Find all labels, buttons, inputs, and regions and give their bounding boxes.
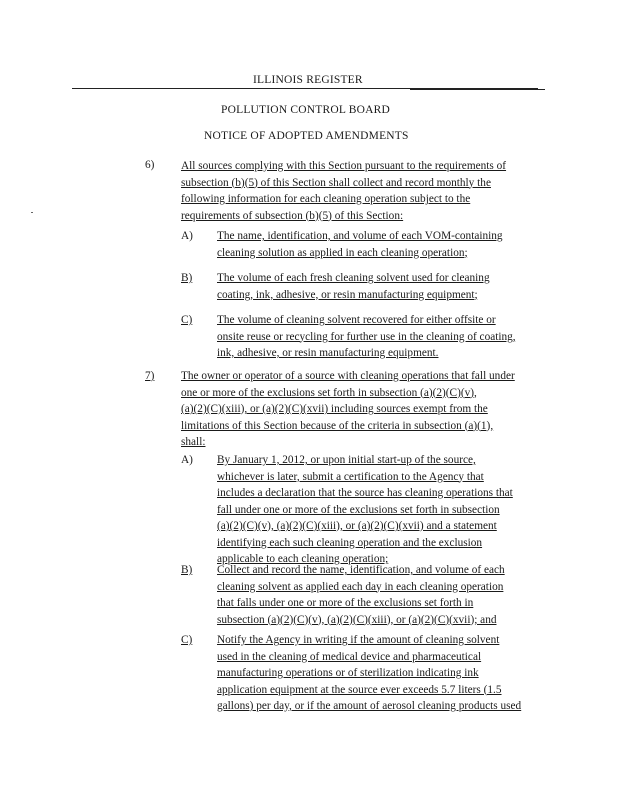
margin-mark bbox=[31, 212, 33, 213]
text-line: Notify the Agency in writing if the amount of cleaning solvent bbox=[217, 634, 500, 646]
text-line: fall under one or more of the exclusions set forth in subsection bbox=[217, 503, 500, 516]
text-line: (a)(2)(C)(v), (a)(2)(C)(xiii), or (a)(2)(C)(xvii) and a statement bbox=[217, 520, 497, 532]
text-line: subsection (b)(5) of this Section shall collect and record monthly the bbox=[181, 176, 491, 189]
item-6-label: 6) bbox=[145, 159, 155, 171]
text-line: cleaning solution as applied in each cleaning operation; bbox=[217, 246, 468, 259]
text-line: (a)(2)(C)(xiii), or (a)(2)(C)(xvii) including sources exempt from the bbox=[181, 403, 488, 415]
text-line: By January 1, 2012, or upon initial start-up of the source, bbox=[217, 454, 476, 466]
text-line: manufacturing operations or of sterilization indicating ink bbox=[217, 667, 479, 679]
text-line: The name, identification, and volume of each VOM-containing bbox=[217, 230, 503, 242]
text-line: shall: bbox=[181, 436, 206, 448]
item-7c-text bbox=[217, 632, 521, 715]
text-line: The volume of each fresh cleaning solvent used for cleaning bbox=[217, 272, 490, 284]
item-6b-label: B) bbox=[181, 272, 193, 284]
text-line: one or more of the exclusions set forth in subsection (a)(2)(C)(v), bbox=[181, 386, 477, 399]
text-line: whichever is later, submit a certification to the Agency that bbox=[217, 470, 484, 483]
item-6c-label: C) bbox=[181, 314, 193, 326]
text-line: All sources complying with this Section pursuant to the requirements of bbox=[181, 160, 507, 172]
board-title: POLLUTION CONTROL BOARD bbox=[221, 104, 391, 116]
text-line: Collect and record the name, identification, and volume of each bbox=[217, 564, 505, 576]
item-7b-text bbox=[217, 562, 505, 628]
text-line: ink, adhesive, or resin manufacturing equipment. bbox=[217, 347, 439, 359]
item-7b-label: B) bbox=[181, 564, 193, 576]
text-line: that falls under one or more of the exclusions set forth in bbox=[217, 597, 474, 609]
item-7-text bbox=[181, 368, 515, 451]
register-title: ILLINOIS REGISTER bbox=[253, 74, 363, 86]
text-line: The volume of cleaning solvent recovered for either offsite or bbox=[217, 314, 496, 326]
item-6c-text bbox=[217, 312, 516, 362]
item-6a-label: A) bbox=[181, 230, 193, 242]
text-line: used in the cleaning of medical device and pharmaceutical bbox=[217, 650, 482, 663]
text-line: applicable to each cleaning operation; bbox=[217, 553, 389, 565]
text-line: The owner or operator of a source with cleaning operations that fall under bbox=[181, 370, 515, 382]
item-7-label: 7) bbox=[145, 370, 155, 382]
text-line: limitations of this Section because of the criteria in subsection (a)(1), bbox=[181, 419, 494, 432]
item-6a-text bbox=[217, 228, 503, 261]
text-line: requirements of subsection (b)(5) of this Section: bbox=[181, 209, 404, 222]
item-7c-label: C) bbox=[181, 634, 193, 646]
header-rule-right bbox=[410, 89, 545, 90]
item-6-text bbox=[181, 158, 506, 224]
item-7a-label: A) bbox=[181, 454, 193, 466]
text-line: gallons) per day, or if the amount of aerosol cleaning products used bbox=[217, 700, 522, 712]
notice-title: NOTICE OF ADOPTED AMENDMENTS bbox=[204, 130, 409, 142]
text-line: application equipment at the source ever exceeds 5.7 liters (1.5 bbox=[217, 683, 502, 696]
text-line: includes a declaration that the source has cleaning operations that bbox=[217, 487, 513, 499]
text-line: following information for each cleaning operation subject to the bbox=[181, 193, 471, 205]
text-line: onsite reuse or recycling for further use in the cleaning of coating, bbox=[217, 330, 516, 343]
text-line: coating, ink, adhesive, or resin manufacturing equipment; bbox=[217, 288, 478, 301]
text-line: identifying each such cleaning operation and the exclusion bbox=[217, 536, 483, 549]
item-7a-text bbox=[217, 452, 513, 568]
item-6b-text bbox=[217, 270, 490, 303]
text-line: cleaning solvent as applied each day in each cleaning operation bbox=[217, 580, 504, 593]
text-line: subsection (a)(2)(C)(v), (a)(2)(C)(xiii), or (a)(2)(C)(xvii); and bbox=[217, 613, 497, 626]
